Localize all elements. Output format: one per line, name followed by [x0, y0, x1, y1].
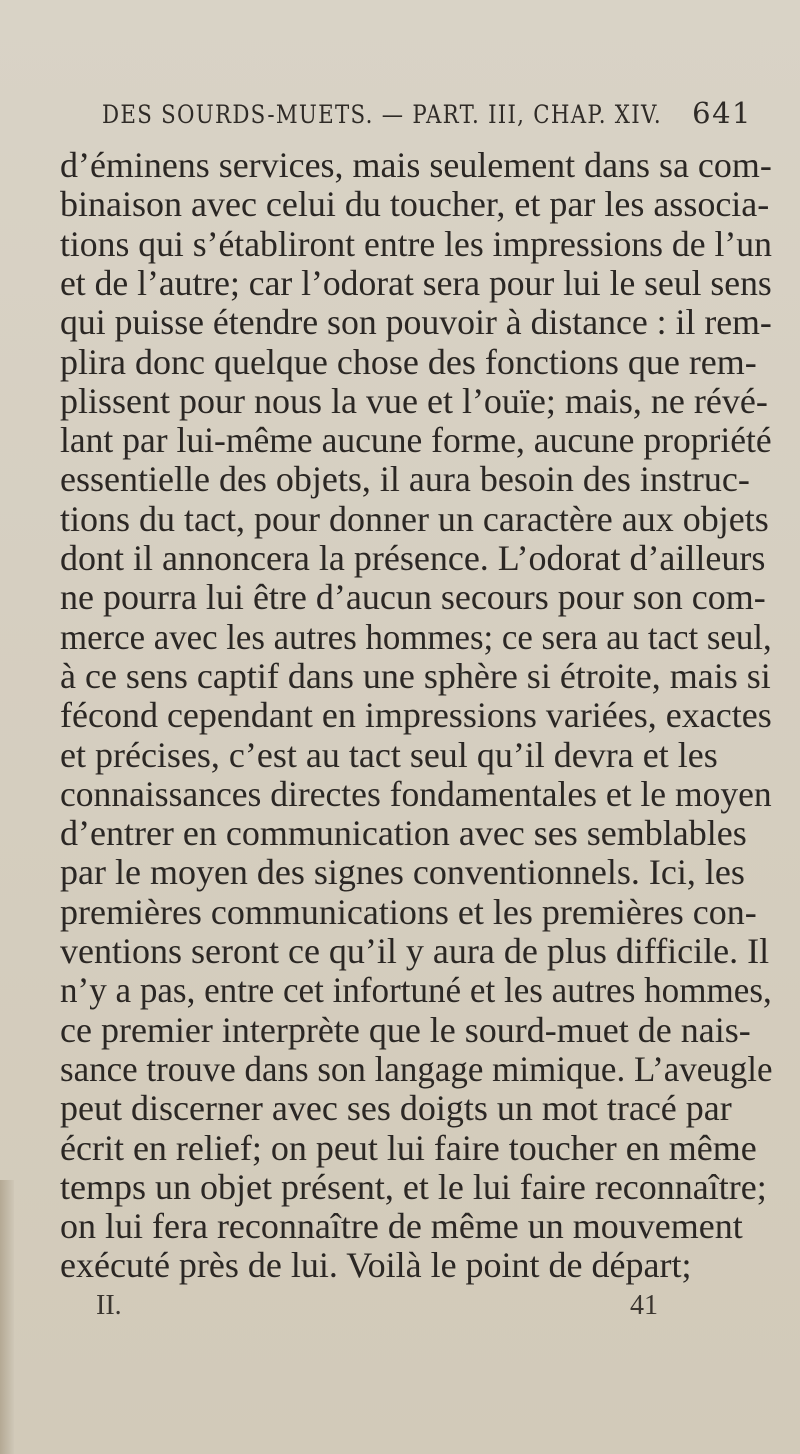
- text-line: à ce sens captif dans une sphère si étroite, mais si: [60, 655, 771, 696]
- text-line: ne pourra lui être d’aucun secours pour son com-: [60, 577, 766, 618]
- text-line: n’y a pas, entre cet infortuné et les autres hommes,: [60, 970, 772, 1011]
- text-line: temps un objet présent, et le lui faire reconnaître;: [60, 1166, 767, 1207]
- page-edge: [0, 1180, 14, 1454]
- signature-mark: II.: [96, 1290, 122, 1321]
- text-line: essentielle des objets, il aura besoin des instruc-: [60, 459, 750, 500]
- text-line: lant par lui-même aucune forme, aucune propriété: [60, 420, 772, 461]
- sheet-number: 41: [630, 1290, 658, 1321]
- text-line: merce avec les autres hommes; ce sera au tact seul,: [60, 616, 772, 657]
- text-line: exécuté près de lui. Voilà le point de départ;: [60, 1245, 692, 1286]
- text-line: plissent pour nous la vue et l’ouïe; mais, ne révé-: [60, 380, 768, 421]
- text-line: par le moyen des signes conventionnels. Ici, les: [60, 852, 745, 893]
- text-line: écrit en relief; on peut lui faire toucher en même: [60, 1127, 757, 1168]
- text-line: connaissances directes fondamentales et le moyen: [60, 773, 772, 814]
- text-line: ce premier interprète que le sourd-muet de nais-: [60, 1009, 751, 1050]
- text-line: binaison avec celui du toucher, et par les associa-: [60, 184, 770, 225]
- text-line: sance trouve dans son langage mimique. L’aveugle: [60, 1048, 773, 1089]
- text-line: et de l’autre; car l’odorat sera pour lui le seul sens: [60, 262, 772, 303]
- text-line: dont il annoncera la présence. L’odorat d’ailleurs: [60, 538, 766, 578]
- running-head: [62, 96, 752, 136]
- text-line: on lui fera reconnaître de même un mouvement: [60, 1206, 743, 1247]
- text-line: ventions seront ce qu’il y aura de plus difficile. Il: [60, 931, 770, 971]
- text-line: fécond cependant en impressions variées, exactes: [60, 695, 772, 736]
- text-line: qui puisse étendre son pouvoir à distance : il rem-: [60, 302, 772, 343]
- text-line: peut discerner avec ses doigts un mot tracé par: [60, 1088, 732, 1129]
- text-line: plira donc quelque chose des fonctions que rem-: [60, 341, 757, 382]
- page-footer: [60, 1290, 700, 1330]
- text-line: tions du tact, pour donner un caractère aux objets: [60, 498, 769, 539]
- page-number: 641: [692, 96, 752, 130]
- text-line: d’éminens services, mais seulement dans sa com-: [60, 145, 772, 185]
- text-line: et précises, c’est au tact seul qu’il devra et les: [60, 734, 718, 775]
- text-line: tions qui s’établiront entre les impressions de l’un: [60, 223, 772, 264]
- running-head-title: DES SOURDS-MUETS. — PART. III, CHAP. XIV.: [102, 100, 662, 129]
- text-line: premières communications et les premières con-: [60, 891, 757, 932]
- text-line: d’entrer en communication avec ses semblables: [60, 813, 747, 854]
